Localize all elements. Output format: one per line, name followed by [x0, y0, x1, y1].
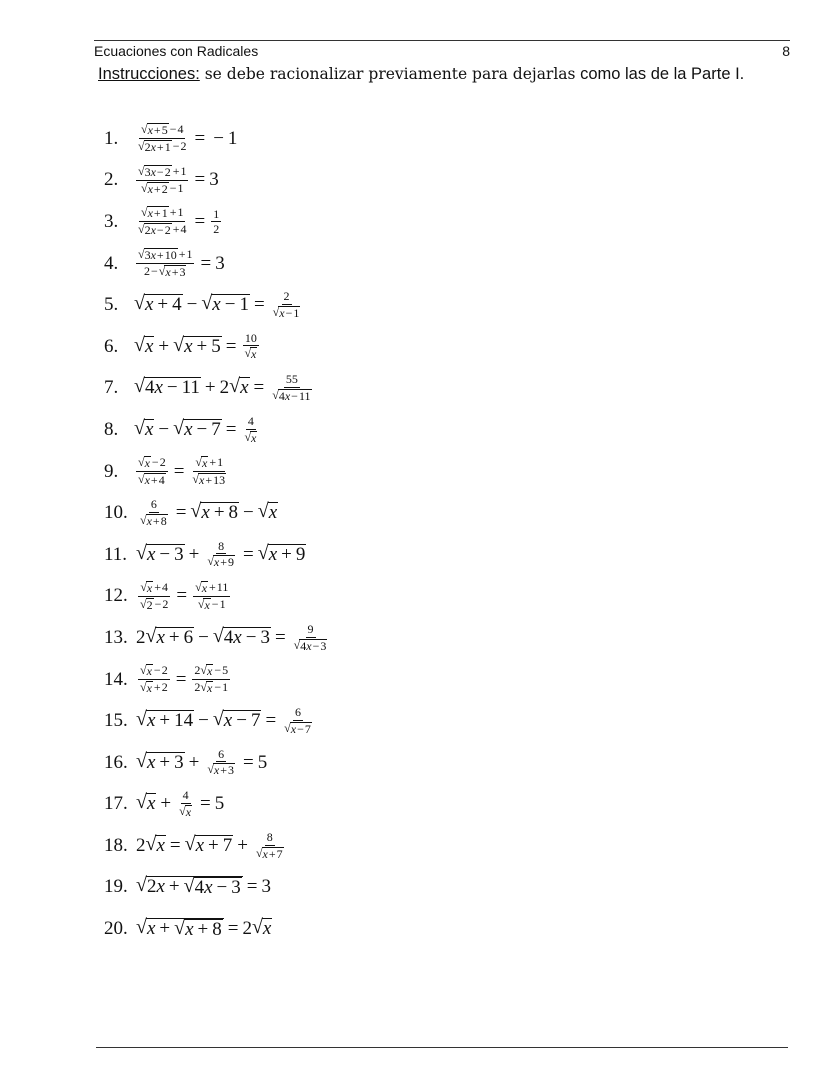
equation-expression: 2 √ x = √ x + 7 + 8 √ x+7 — [136, 830, 283, 861]
equation-item — [104, 825, 724, 867]
instructions-text-b: previamente para dejarlas — [368, 65, 576, 83]
equation-expression: 6 √ x+8 = √ x + 8 − √ x — [140, 497, 278, 528]
equation-number: 18. — [104, 834, 128, 856]
equation-expression: √ x + 3 + 6 √ x+3 = 5 — [136, 746, 268, 778]
equation-number: 13. — [104, 626, 128, 648]
equation-expression: √ x+1 +1 √ 2x−2 +4 = $\frac{1}{2}$ — [138, 205, 220, 238]
equation-number: 19. — [104, 876, 128, 898]
footer-rule — [96, 1047, 788, 1048]
equation-expression: √ x + 4 − √ x − 1 = 2 √ x−1 — [134, 289, 300, 320]
equation-number: 14. — [104, 668, 128, 690]
equation-expression: √ x + 14 − √ x − 7 = 6 √ x−7 — [136, 705, 311, 736]
header-title: Ecuaciones con Radicales — [94, 43, 259, 59]
equation-number: 5. — [104, 294, 119, 316]
equation-item — [104, 201, 724, 243]
equation-item — [104, 160, 724, 202]
equation-expression: 2 √ x + 6 − √ 4x − 3 = 9 √ 4x−3 — [136, 622, 327, 653]
equation-expression: √ x + √ x + 5 = 10 √ x — [134, 330, 257, 362]
equation-number: 8. — [104, 418, 119, 440]
equation-item — [104, 451, 724, 493]
equation-list — [104, 118, 724, 950]
equation-item — [104, 534, 724, 576]
equation-number: 17. — [104, 793, 128, 815]
header-rule — [94, 40, 790, 41]
equation-number: 9. — [104, 460, 119, 482]
equation-item — [104, 908, 724, 950]
equation-expression: √ 4x − 11 + 2 √ x = 55 √ 4x−11 — [134, 372, 311, 404]
instructions-text-c: como las de la Parte I. — [575, 65, 745, 83]
equation-expression: √ x − √ x − 7 = 4 √ x — [134, 414, 257, 445]
equation-item — [104, 576, 724, 618]
equation-expression: √ x − 3 + 8 √ x+9 = √ x + 9 — [136, 538, 306, 570]
equation-number: 12. — [104, 585, 128, 607]
equation-item — [104, 368, 724, 410]
equation-expression: √ 2x + √ 4x − 3 = 3 — [136, 874, 271, 899]
instructions — [98, 65, 744, 84]
equation-number: 15. — [104, 710, 128, 732]
equation-number: 4. — [104, 252, 119, 274]
instructions-text-a: se debe racionalizar — [199, 65, 369, 83]
page-number: 8 — [782, 43, 790, 59]
equation-number: 3. — [104, 210, 119, 232]
equation-item — [104, 284, 724, 326]
equation-item — [104, 492, 724, 534]
equation-item — [104, 118, 724, 160]
equation-number: 2. — [104, 169, 119, 191]
equation-expression: √ x + √ x + 8 = 2 √ x — [136, 915, 272, 940]
equation-number: 6. — [104, 335, 119, 357]
equation-item — [104, 742, 724, 784]
equation-number: 16. — [104, 751, 128, 773]
equation-expression: √ x −2 √ x+4 = √ x +1 √ x+13 — [138, 454, 226, 488]
instructions-label: Instrucciones: — [98, 65, 200, 83]
equation-item — [104, 784, 724, 826]
equation-number: 1. — [104, 127, 119, 149]
equation-item — [104, 243, 724, 285]
equation-item — [104, 409, 724, 451]
equation-item — [104, 617, 724, 659]
equation-expression: √ 3x−2 +1 √ x+2 −1 = 3 — [138, 163, 219, 196]
equation-expression: √ x + 4 √ x = 5 — [136, 788, 225, 819]
equation-expression: √ x+5 −4 √ 2x+1 −2 = − 1 — [138, 122, 238, 155]
equation-expression: √ x +4 √ 2 −2 = √ x +11 √ x −1 — [140, 579, 229, 612]
equation-number: 20. — [104, 918, 128, 940]
equation-expression: √ x −2 √ x +2 = 2 √ x −5 2 √ x −1 — [140, 662, 229, 696]
equation-item — [104, 867, 724, 909]
equation-item — [104, 659, 724, 701]
equation-item — [104, 326, 724, 368]
equation-item — [104, 700, 724, 742]
equation-expression: √ 3x+10 +1 2− √ x+3 = 3 — [138, 246, 225, 280]
equation-number: 7. — [104, 377, 119, 399]
equation-number: 10. — [104, 502, 128, 524]
equation-number: 11. — [104, 543, 128, 565]
